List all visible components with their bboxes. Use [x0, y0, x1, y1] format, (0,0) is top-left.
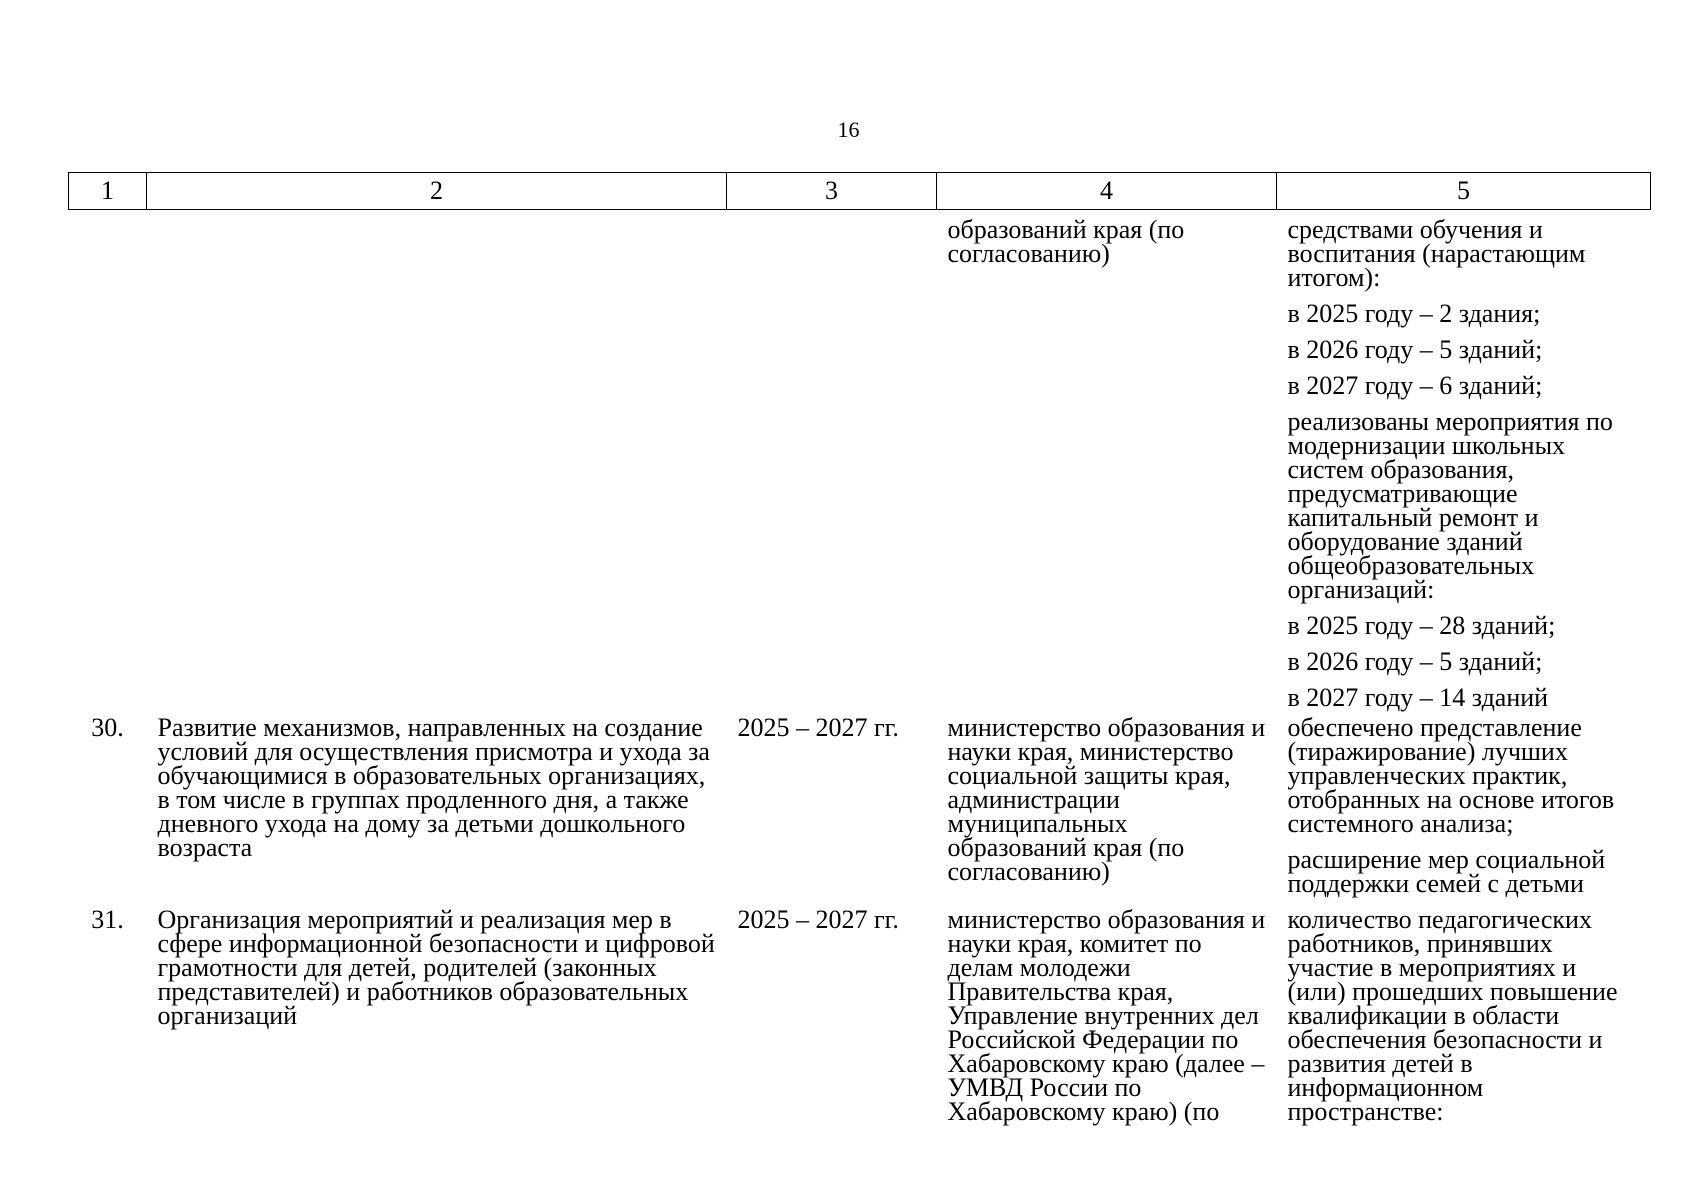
- header-column-3: 3: [727, 173, 937, 210]
- result-paragraph: в 2026 году – 5 зданий;: [1287, 647, 1543, 676]
- period-cell: 2025 – 2027 гг.: [737, 905, 899, 934]
- measure-cell: Развитие механизмов, направленных на создание условий для осуществления присмотра и ухода за обучающимися в образовательных организациях, в том числе в группах продленного дня, а также дневного ухода на дому за детьми дошкольного возраста: [157, 713, 710, 862]
- result-paragraph: обеспечено представление (тиражирование) лучших управленческих практик, отобранных на основе итогов системного анализа;: [1287, 713, 1615, 838]
- measure-cell: Организация мероприятий и реализация мер в сфере информационной безопасности и цифровой грамотности для детей, родителей (законных представителей) и работников образовательных организаций: [157, 905, 715, 1030]
- result-paragraph: в 2026 году – 5 зданий;: [1287, 335, 1543, 364]
- executors-cell: образований края (по согласованию): [947, 215, 1185, 268]
- page-number: 16: [837, 117, 860, 142]
- table-row: [69, 896, 1651, 1124]
- row-number-cell: [69, 210, 147, 711]
- result-paragraph: реализованы мероприятия по модернизации школьных систем образования, предусматривающие капитальный ремонт и оборудование зданий общеобразовательных организаций:: [1287, 407, 1613, 604]
- row-number-cell: 30.: [91, 713, 124, 742]
- table-row: [69, 710, 1651, 896]
- results-cell: [1277, 896, 1651, 1124]
- period-cell: [727, 210, 937, 711]
- result-paragraph: в 2025 году – 28 зданий;: [1287, 611, 1556, 640]
- table-header-row: [69, 173, 1651, 210]
- measures-table: [68, 172, 1651, 1124]
- header-column-4: 4: [937, 173, 1277, 210]
- results-cell: [1277, 710, 1651, 896]
- result-paragraph: в 2027 году – 14 зданий: [1287, 683, 1549, 712]
- result-paragraph: расширение мер социальной поддержки семей с детьми: [1287, 845, 1606, 898]
- row-number-cell: 31.: [91, 905, 124, 934]
- period-cell: 2025 – 2027 гг.: [737, 713, 899, 742]
- result-paragraph: средствами обучения и воспитания (нарастающим итогом):: [1287, 215, 1586, 292]
- executors-cell: министерство образования и науки края, комитет по делам молодежи Правительства края, Управление внутренних дел Российской Федерации по Хабаровскому краю (далее – УМВД России по Хабаровскому краю) (по: [947, 905, 1266, 1126]
- result-paragraph: в 2025 году – 2 здания;: [1287, 299, 1541, 328]
- header-column-1: 1: [69, 173, 147, 210]
- executors-cell: министерство образования и науки края, министерство социальной защиты края, администрации муниципальных образований края (по согласованию): [947, 713, 1266, 886]
- header-column-2: 2: [147, 173, 727, 210]
- result-paragraph: количество педагогических работников, принявших участие в мероприятиях и (или) прошедших повышение квалификации в области обеспечения безопасности и развития детей в информационном пространстве:: [1287, 905, 1618, 1126]
- results-cell: [1277, 210, 1651, 711]
- measure-cell: [147, 210, 727, 711]
- table-row: [69, 210, 1651, 711]
- result-paragraph: в 2027 году – 6 зданий;: [1287, 371, 1543, 400]
- header-column-5: 5: [1277, 173, 1651, 210]
